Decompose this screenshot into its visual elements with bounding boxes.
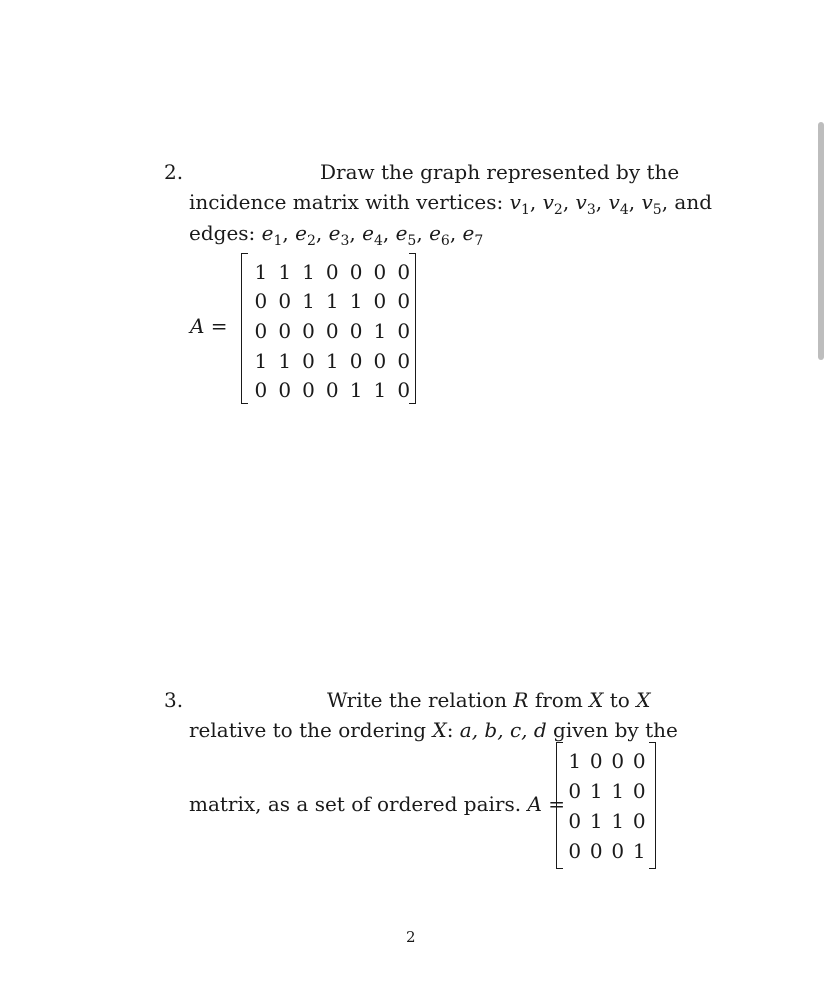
vertex-1: $v_1$ [509,190,530,218]
matrix-cell: 0 [349,348,363,373]
problem-3-line3-text: matrix, as a set of ordered pairs. [189,792,522,816]
matrix-row [249,346,416,376]
matrix-cell: 1 [589,779,603,803]
matrix-row [249,375,416,405]
matrix-cell: 1 [373,378,387,403]
matrix-cell: 0 [325,318,339,343]
set-x-1: X [589,688,604,712]
matrix-cell: 0 [373,348,387,373]
problem-3-line2 [189,720,678,740]
matrix-cell: 0 [302,318,315,343]
matrix-cell: 0 [278,318,292,343]
matrix-cell: 0 [568,839,582,863]
matrix-cell: 0 [632,749,646,773]
matrix-row [249,316,416,346]
problem-2-line2 [189,190,713,218]
vertex-5: $v_5$ [641,190,662,218]
matrix-cell: 1 [278,348,292,373]
matrix-cell: 0 [632,779,646,803]
matrix-cell: 1 [302,289,315,314]
matrix-cell: 0 [568,809,582,833]
matrix-cell: 1 [589,809,603,833]
matrix-cell: 1 [302,259,315,284]
matrix-cell: 0 [397,259,411,284]
matrix-cell: 0 [278,378,292,403]
scrollbar-thumb[interactable] [818,122,824,360]
matrix-cell: 1 [632,839,646,863]
edge-7: $e_7$ [462,221,484,249]
matrix-cell: 0 [632,809,646,833]
page-number: 2 [406,928,416,946]
matrix-cell: 0 [254,378,268,403]
left-bracket [556,742,563,869]
edge-5: $e_5$ [395,221,417,249]
ordering-set-x: X [432,718,447,742]
edge-3: $e_3$ [328,221,350,249]
problem-2-number: 2. [164,160,184,184]
vertex-2: $v_2$ [542,190,563,218]
vertex-3: $v_3$ [575,190,596,218]
matrix-cell: 0 [589,839,603,863]
incidence-matrix [241,253,416,405]
matrix-cell: 0 [373,259,387,284]
problem-2-line3-prefix: edges: [189,221,256,245]
matrix-cell: 1 [254,259,268,284]
matrix-cell: 1 [325,289,339,314]
edge-6: $e_6$ [429,221,450,249]
problem-3-number: 3. [164,688,184,712]
matrix-cell: 0 [397,348,411,373]
matrix-row [564,746,650,776]
matrix-cell: 1 [325,348,339,373]
matrix-cell: 1 [611,779,625,803]
matrix-cell: 1 [349,289,363,314]
matrix-row [564,836,650,866]
problem-3-line1-to: to [609,688,630,712]
matrix-cell: 1 [254,348,268,373]
matrix-cell: 1 [278,259,292,284]
matrix-row [564,806,650,836]
matrix-cell: 0 [349,318,363,343]
problem-3-line3 [189,794,565,814]
matrix-cell: 0 [278,289,292,314]
problem-3-line1-from: from [534,688,583,712]
matrix-cell: 0 [302,378,315,403]
incidence-matrix-table [249,257,416,405]
edge-4: $e_4$ [362,221,383,249]
problem-2-line2-suffix: and [674,190,713,214]
ordering-elements: a, b, c, d [459,718,547,742]
problem-3-matrix-label: A = [527,792,566,816]
problem-3-line2-a: relative to the ordering [189,718,427,742]
edge-list: $e_1$, $e_2$, $e_3$, $e_4$, $e_5$, $e_6$, $e_7$ [261,221,484,249]
right-bracket [649,742,656,869]
matrix-cell: 0 [589,749,603,773]
edge-2: $e_2$ [295,221,316,249]
matrix-cell: 0 [325,378,339,403]
matrix-cell: 1 [568,749,582,773]
matrix-cell: 1 [373,318,387,343]
matrix-cell: 1 [349,378,363,403]
matrix-cell: 1 [611,809,625,833]
relation-matrix-table [564,746,650,866]
matrix-row [564,776,650,806]
problem-2-line2-prefix: incidence matrix with vertices: [189,190,504,214]
ordering-colon: : [446,718,454,742]
matrix-cell: 0 [325,259,339,284]
problem-2-line3 [189,221,484,249]
relation-symbol: R [513,688,529,712]
matrix-cell: 0 [611,839,625,863]
vertex-list: $v_1$, $v_2$, $v_3$, $v_4$, $v_5$, [509,190,675,218]
problem-3-line1-a: Write the relation [327,688,508,712]
vertex-4: $v_4$ [608,190,629,218]
scrollbar[interactable] [815,0,827,1007]
matrix-cell: 0 [349,259,363,284]
problem-2-matrix-label: A = [190,314,228,338]
matrix-cell: 0 [254,318,268,343]
matrix-row [249,287,416,317]
problem-2-line1: Draw the graph represented by the [320,160,680,184]
matrix-cell: 0 [373,289,387,314]
matrix-cell: 0 [397,378,411,403]
problem-3-line1 [327,690,650,710]
matrix-cell: 0 [302,348,315,373]
matrix-cell: 0 [254,289,268,314]
relation-matrix [556,742,656,870]
matrix-cell: 0 [611,749,625,773]
left-bracket [241,253,248,404]
problem-3-line2-b: given by the [553,718,678,742]
edge-1: $e_1$ [261,221,283,249]
set-x-2: X [636,688,651,712]
matrix-cell: 0 [397,318,411,343]
matrix-cell: 0 [397,289,411,314]
matrix-row [249,257,416,287]
right-bracket [409,253,416,404]
matrix-cell: 0 [568,779,582,803]
